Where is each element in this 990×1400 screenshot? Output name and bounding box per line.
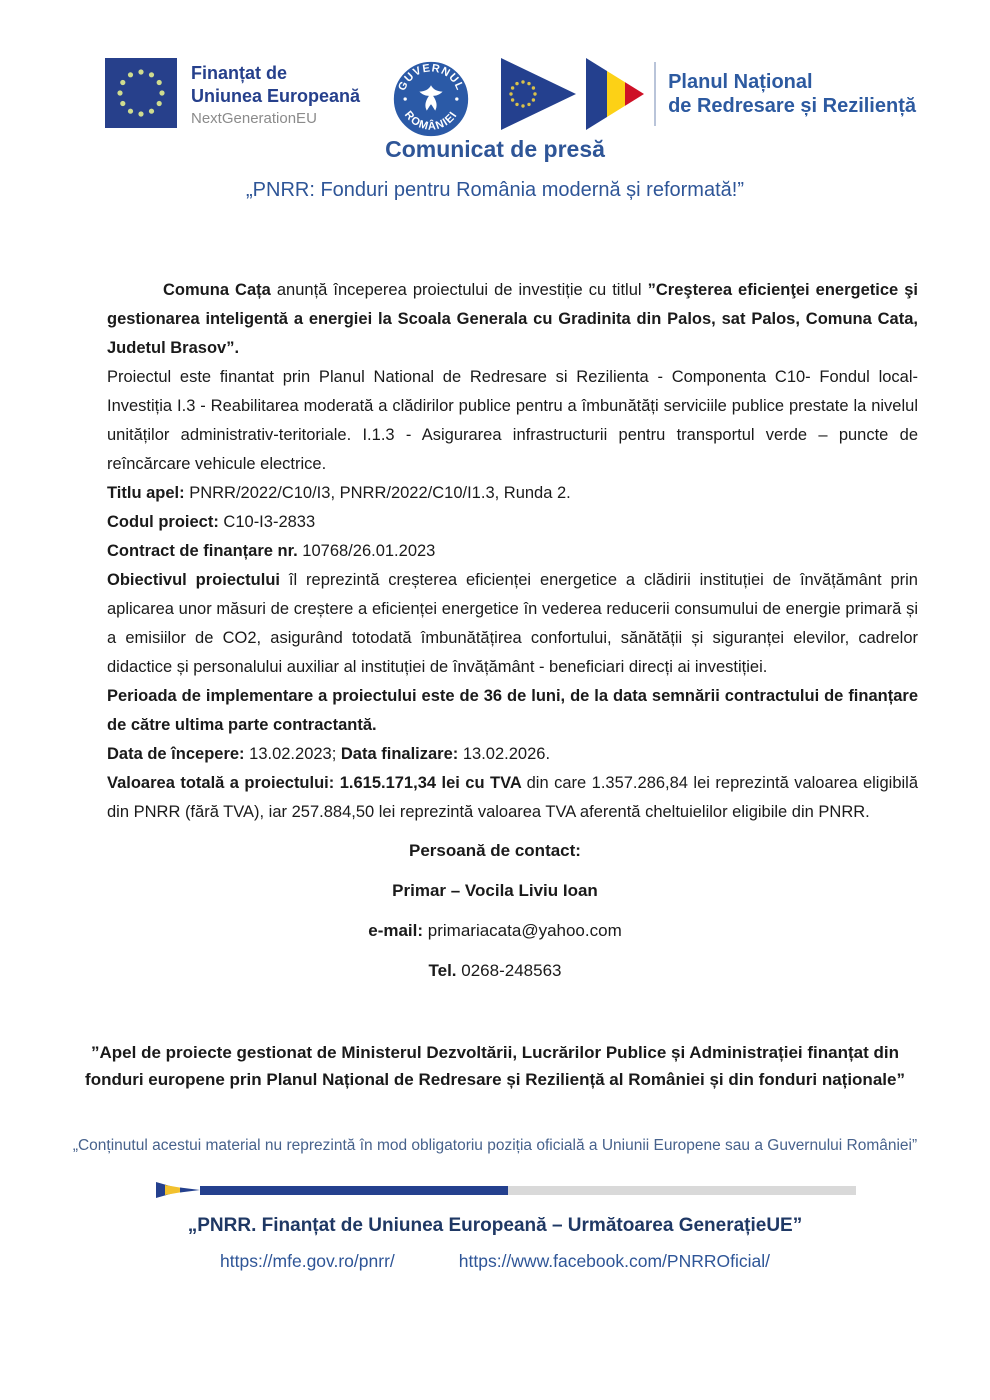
text-run: PNRR/2022/C10/I3, PNRR/2022/C10/I1.3, Runda 2.	[189, 484, 571, 502]
contact-email-address[interactable]: primariacata@yahoo.com	[427, 921, 622, 940]
text-run: Proiectul este finantat prin Planul National de Redresare si Rezilienta - Componenta C10- Fondul local- Investiția I.3 - Reabilitarea moderată a clădirilor publice pentru a îmbunătăți serviciile publice prestate la nivelul unităților administrativ-teritoriale. I.1.3 - Asigurarea infrastructurii pentru transportul verde – puncte de reîncărcare vehicule electrice.	[107, 368, 918, 473]
paragraph	[107, 740, 918, 769]
text-run-bold: Data finalizare:	[340, 745, 463, 763]
text-run: 10768/26.01.2023	[302, 542, 436, 560]
eu-logo-line3: NextGenerationEU	[191, 110, 317, 127]
text-run: anunță începerea proiectului de investiție cu titlul	[276, 281, 648, 299]
text-run-bold: Perioada de implementare a proiectului este de 36 de luni, de la data semnării contractului de finanțare de către ultima parte contractantă.	[107, 687, 918, 734]
ministry-statement: ”Apel de proiecte gestionat de Ministerul Dezvoltării, Lucrărilor Publice și Administrației finanțat din fonduri europene prin Planul Național de Redresare și Reziliență al României și din fonduri naționale”	[85, 1043, 905, 1089]
pnrr-logo-line2: de Redresare și Reziliență	[668, 95, 916, 117]
footer-pen-bar	[156, 1181, 990, 1199]
paragraph	[107, 537, 918, 566]
text-run: 13.02.2023;	[249, 745, 341, 763]
paragraph	[107, 508, 918, 537]
paragraph	[107, 276, 918, 363]
text-run-bold: Comuna Cața	[163, 281, 277, 299]
body-paragraphs	[0, 276, 990, 827]
paragraph	[107, 566, 918, 682]
gov-seal-icon	[392, 60, 470, 138]
pen-bar-gray-segment	[508, 1186, 856, 1195]
text-run: din care 1.357.286,84 lei reprezintă valoarea eligibilă din PNRR (fără TVA), iar 257.884,50 lei reprezintă valoarea TVA aferentă cheltuielilor eligibile din PNRR.	[107, 774, 918, 821]
contact-phone-label: Tel.	[428, 961, 457, 980]
paragraph	[107, 682, 918, 740]
seal-text-bottom: ROMÂNIEI	[401, 108, 460, 133]
pnrr-eu-pennant-icon	[501, 58, 576, 130]
eu-disclaimer: „Conținutul acestui material nu reprezintă în mod obligatoriu poziția oficială a Uniunii Europene sau a Guvernului României”	[72, 1137, 918, 1154]
eu-flag-icon	[105, 58, 177, 128]
footer-link-mfe[interactable]: https://mfe.gov.ro/pnrr/	[220, 1251, 395, 1271]
contact-heading: Persoană de contact:	[409, 841, 581, 860]
header-logos	[0, 0, 990, 150]
text-run: îl reprezintă creșterea eficienței energetice a clădirii instituției de învățământ prin aplicarea unor măsuri de creștere a eficienței energetice în vederea reducerii consumului de energie primară și a emisiilor de CO2, asigurând totodată îmbunătățirea confortului, sănătății și siguranței elevilor, cadrelor didactice și personalului auxiliar al instituției de învățământ - beneficiari direcți ai investiției.	[107, 571, 918, 676]
text-run-bold: ”Creşterea eficienţei energetice şi gestionarea inteligentă a energiei la Scoala Generala cu Gradinita din Palos, sat Palos, Comuna Cata, Judetul Brasov”.	[107, 281, 918, 357]
eu-logo-text	[191, 58, 360, 130]
eu-funding-logo	[105, 58, 360, 130]
pen-tip-icon	[156, 1181, 200, 1199]
text-run-bold: Valoarea totală a proiectului: 1.615.171,34 lei cu TVA	[107, 774, 527, 792]
pen-bar-blue-segment	[200, 1186, 508, 1195]
eu-logo-line2: Uniunea Europeană	[191, 86, 361, 106]
text-run: C10-I3-2833	[223, 513, 316, 531]
text-run-bold: Obiectivul proiectului	[107, 571, 289, 589]
pnrr-logo-text	[666, 70, 916, 118]
text-run-bold: Codul proiect:	[107, 513, 224, 531]
pnrr-logo-line1: Planul Național	[668, 71, 813, 93]
text-run: 13.02.2026.	[462, 745, 551, 763]
contact-phone-row	[0, 961, 990, 981]
seal-text-top: GUVERNUL	[395, 62, 466, 93]
footer-links	[0, 1251, 990, 1272]
footer-motto: „PNRR. Finanțat de Uniunea Europeană – Următoarea GenerațieUE”	[187, 1215, 803, 1236]
text-run-bold: Contract de finanțare nr.	[107, 542, 303, 560]
contact-name: Primar – Vocila Liviu Ioan	[392, 881, 598, 900]
contact-email-row	[0, 921, 990, 941]
paragraph	[107, 479, 918, 508]
eu-logo-line1: Finanțat de	[191, 63, 288, 83]
footer-link-facebook[interactable]: https://www.facebook.com/PNRROficial/	[458, 1251, 770, 1271]
contact-block	[0, 841, 990, 981]
text-run-bold: Data de începere:	[107, 745, 250, 763]
gov-romania-seal	[392, 60, 470, 143]
text-run-bold: Titlu apel:	[107, 484, 190, 502]
document-subtitle: „PNRR: Fonduri pentru România modernă și reformată!”	[246, 179, 744, 201]
paragraph	[107, 769, 918, 827]
pnrr-logo-divider	[654, 62, 656, 126]
contact-phone-number: 0268-248563	[461, 961, 562, 980]
document-title: Comunicat de presă	[385, 136, 605, 162]
contact-email-label: e-mail:	[368, 921, 424, 940]
pnrr-romania-arrow-icon	[586, 58, 644, 130]
paragraph	[107, 363, 918, 479]
pnrr-logo	[501, 58, 916, 130]
